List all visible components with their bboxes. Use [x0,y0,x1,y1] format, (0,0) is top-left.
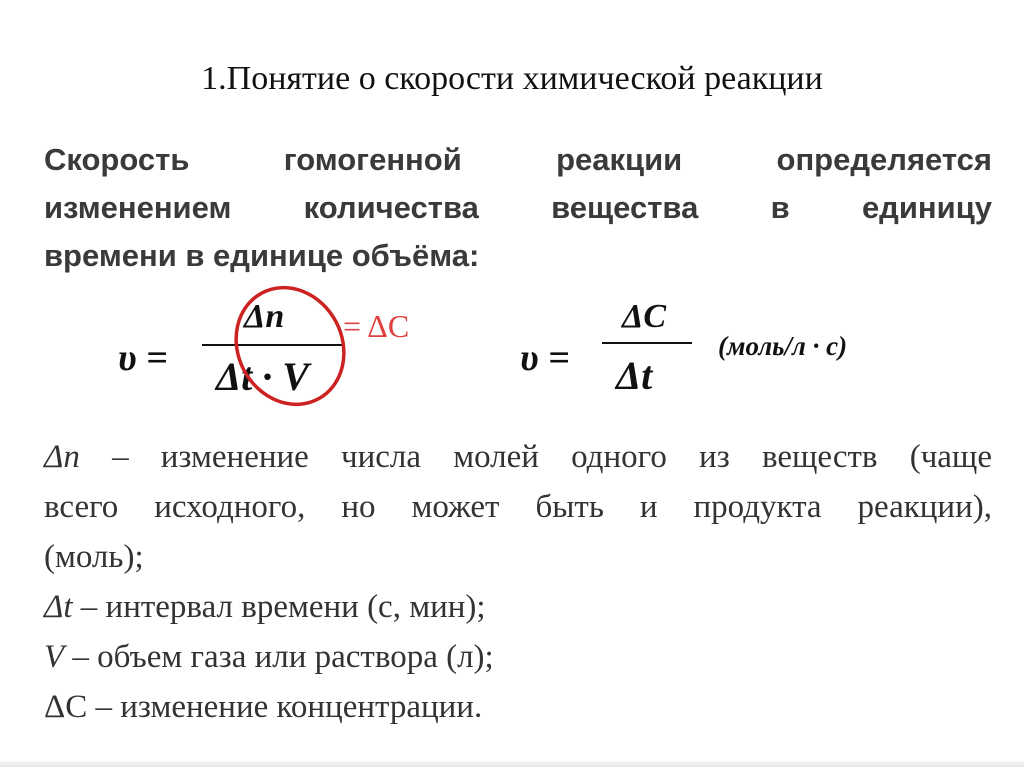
legend-line-2 [44,482,992,532]
formula-1-lhs: υ = [118,337,168,379]
legend-text: – изменение числа молей одного из веществ (чаще [79,439,992,475]
definition-text [44,136,992,280]
legend-line-6 [44,682,992,732]
legend-text: (моль); [44,539,144,575]
formula-2-units: (моль/л · с) [718,331,848,361]
legend-text: всего исходного, но может быть и продукта реакции), [44,489,992,525]
legend-symbol: Δt [44,589,73,625]
legend-line-3 [44,532,992,582]
formula-1-numerator: Δn [244,298,285,335]
legend-symbol: Δn [44,439,80,475]
definition-line-2: изменением количества вещества в единицу [44,190,992,225]
definition-line-3: времени в единице объёма: [44,238,480,273]
definition-line-1: Скорость гомогенной реакции определяется [44,142,992,177]
legend-definitions [44,432,992,732]
legend-line-1 [44,432,992,482]
legend-line-5 [44,632,992,682]
formula-2-denominator: Δt [616,353,653,398]
legend-text: – интервал времени (с, мин); [72,589,486,625]
formula-2-lhs: υ = [520,337,570,379]
slide-title: 1.Понятие о скорости химической реакции [201,60,823,97]
legend-symbol: V [44,639,65,675]
legend-text: ΔС – изменение концентрации. [44,689,483,725]
formula-1-annotation: = ΔC [343,308,410,344]
legend-line-4 [44,582,992,632]
legend-text: – объем газа или раствора (л); [64,639,494,675]
highlight-ellipse [225,280,355,415]
slide-bottom-edge [0,761,1024,767]
formula-2-fraction-line [602,342,692,344]
formula-1-denominator: Δt · V [216,354,309,399]
formula-2-numerator: ΔC [622,298,666,335]
